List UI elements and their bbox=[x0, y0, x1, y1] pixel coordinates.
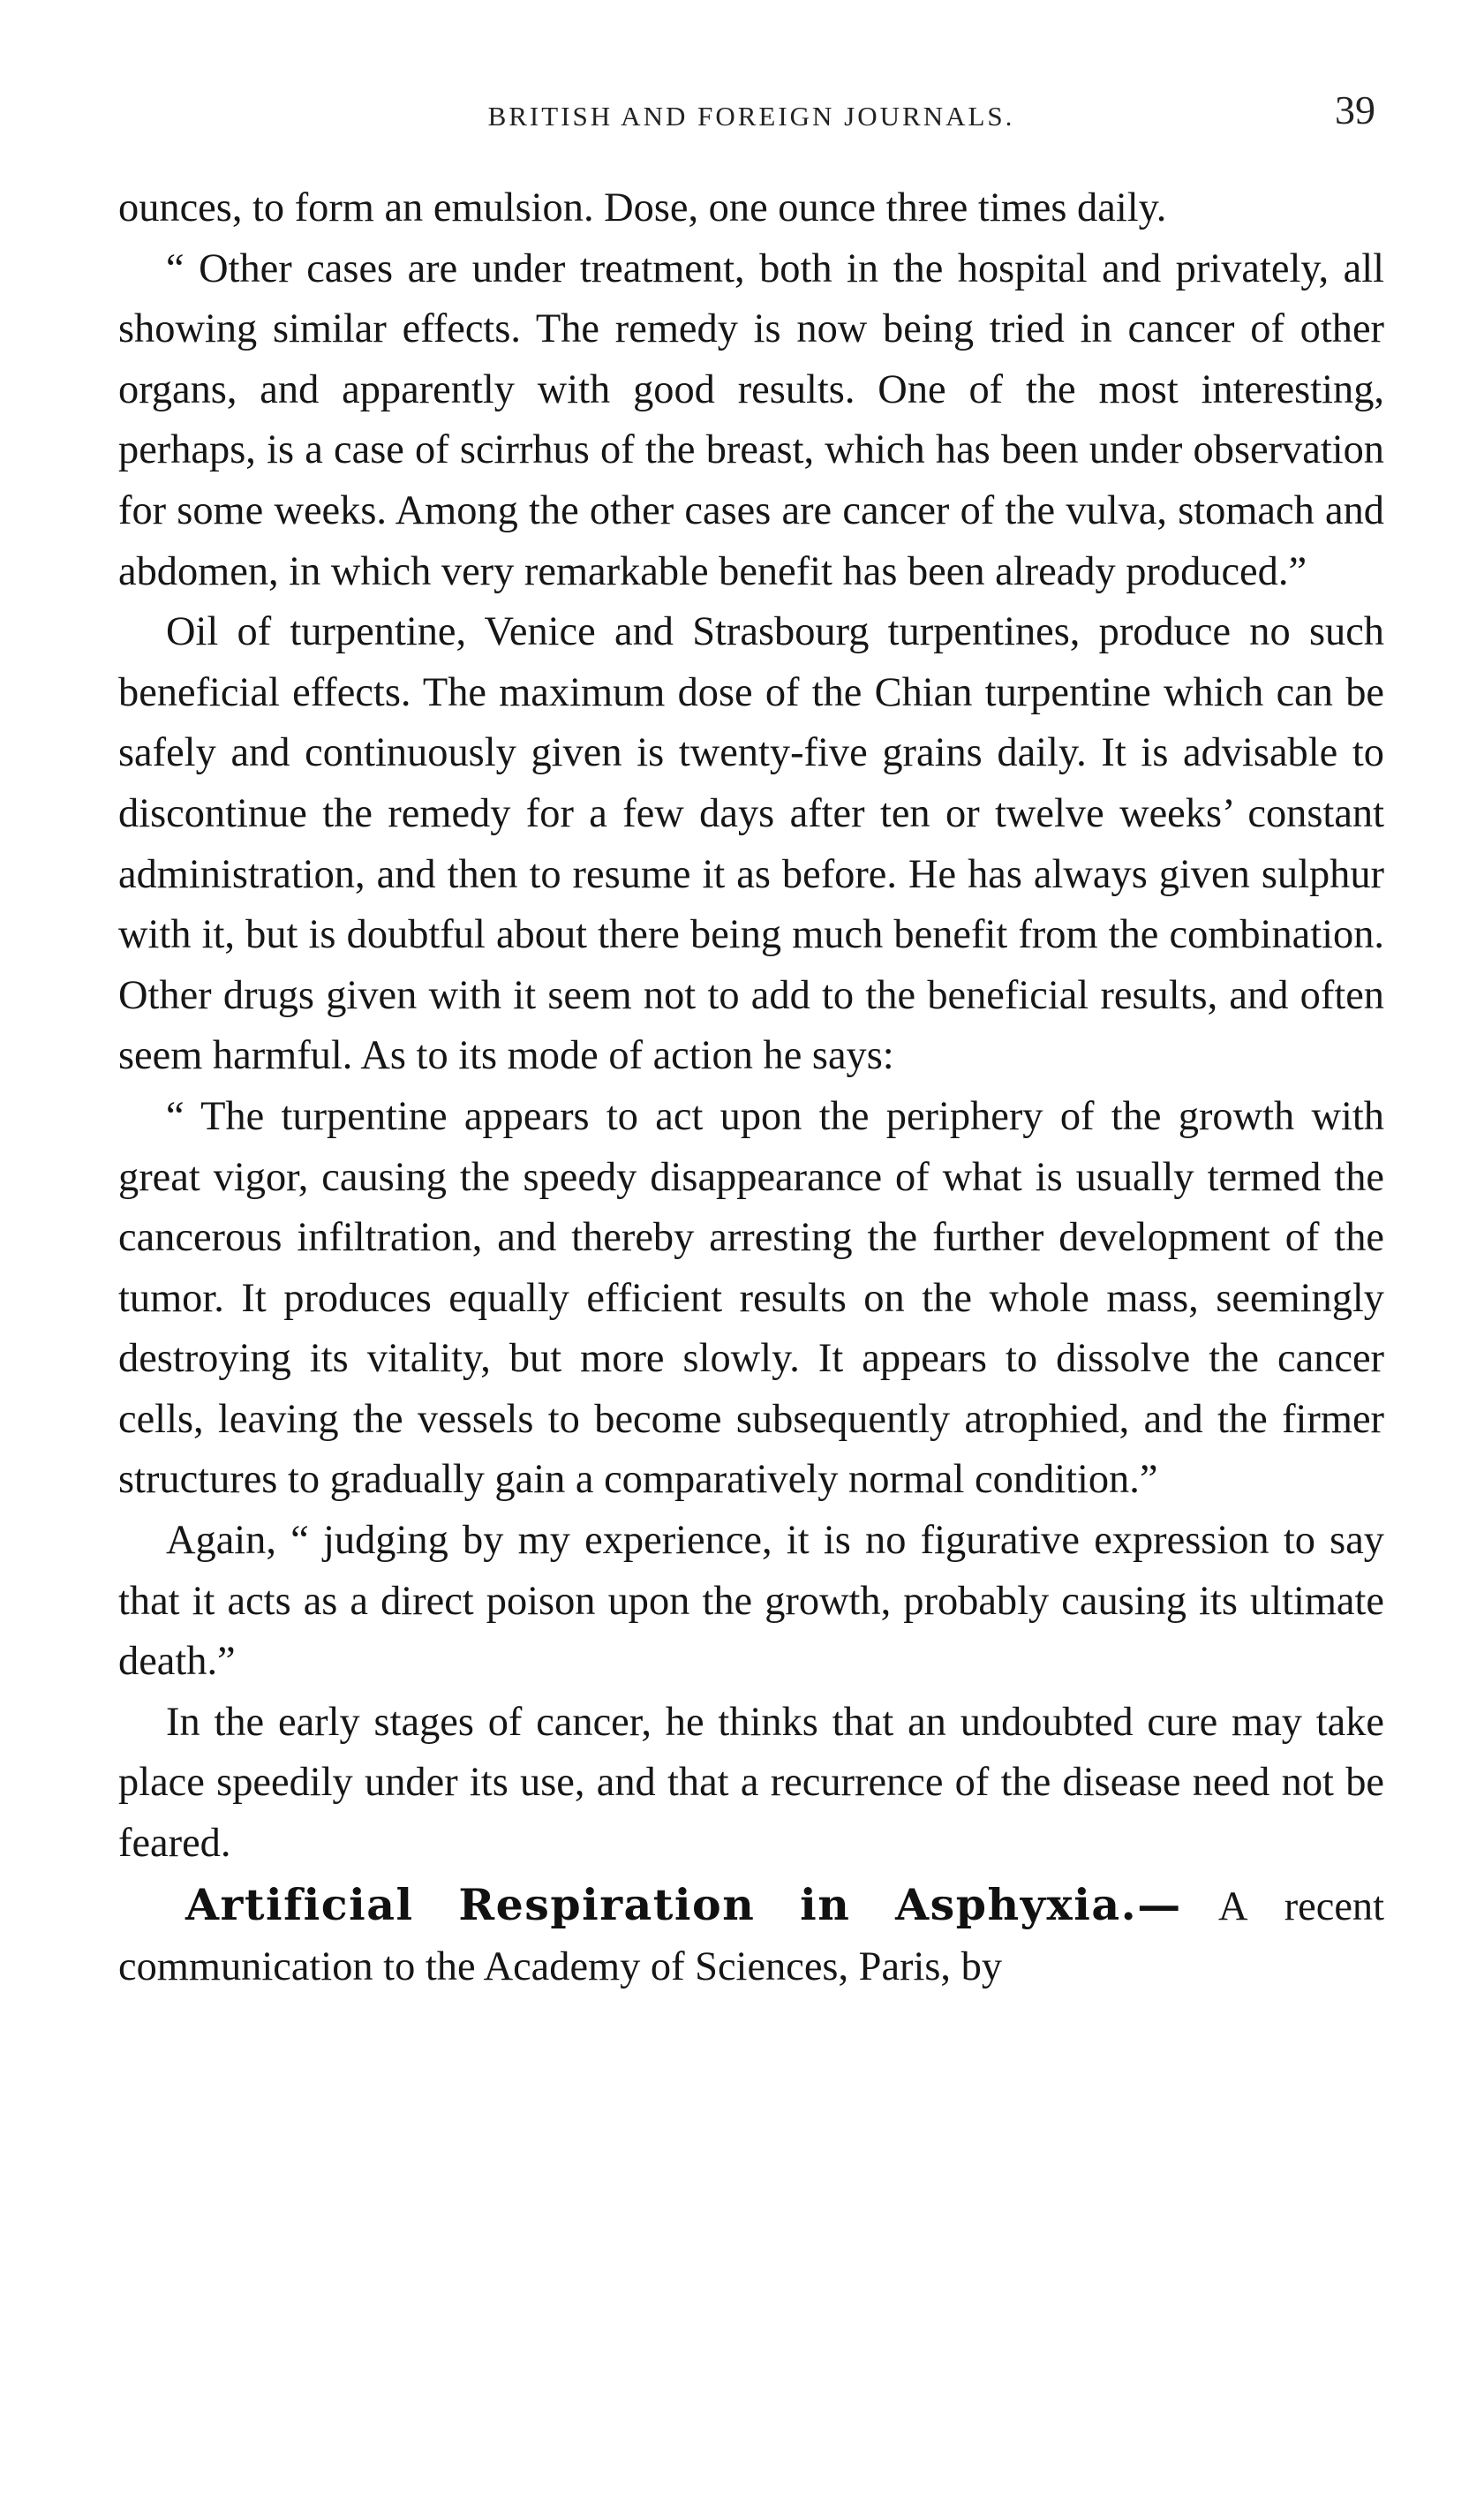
paragraph-emulsion-dose: ounces, to form an emulsion. Dose, one ounce three times daily. bbox=[118, 185, 1167, 230]
paragraph-quoted-mode-of-action: “ The turpentine appears to act upon the periphery of the growth with great vigor, causing the speedy disappearance of what is usually termed the cancerous infiltration, and thereby arresting the further development of the tumor. It produces equally efficient results on the whole mass, seemingly destroying its vitality, but more slowly. It appears to dissolve the cancer cells, leaving the vessels to become subsequently atrophied, and the firmer structures to gradually gain a comparatively normal condition.” bbox=[118, 1093, 1384, 1503]
body-text bbox=[118, 178, 1384, 1998]
paragraph-direct-poison: Again, “ judging by my experience, it is no figurative expression to say that it acts as a direct poison upon the growth, probably causing its ultimate death.” bbox=[118, 1518, 1384, 1685]
running-title: BRITISH AND FOREIGN JOURNALS. bbox=[487, 101, 1015, 132]
section-heading: Artificial Respiration in Asphyxia.— bbox=[185, 1878, 1182, 1930]
journal-page bbox=[118, 85, 1384, 1998]
paragraph-turpentine-dosage: Oil of turpentine, Venice and Strasbourg turpentines, produce no such beneficial effects. The maximum dose of the Chian turpentine which can be safely and continuously given is twenty-five grains daily. It is advisable to discontinue the remedy for a few days after ten or twelve weeks’ constant administration, and then to resume it as before. He has always given sulphur with it, but is doubtful about there being much benefit from the combination. Other drugs given with it seem not to add to the beneficial results, and often seem harmful. As to its mode of action he says: bbox=[118, 609, 1384, 1079]
page-number: 39 bbox=[1335, 87, 1375, 132]
section-text: A recent communication to the Academy of Sciences, Paris, by bbox=[118, 1883, 1384, 1990]
paragraph-early-stages: In the early stages of cancer, he thinks that an undoubted cure may take place speedily under its use, and that a recurrence of the disease need not be feared. bbox=[118, 1699, 1384, 1867]
paragraph-quoted-cases: “ Other cases are under treatment, both in the hospital and privately, all showing similar effects. The remedy is now being tried in cancer of other organs, and apparently with good results. One of the most interesting, perhaps, is a case of scirrhus of the breast, which has been under observation for some weeks. Among the other cases are cancer of the vulva, stomach and abdomen, in which very remarkable benefit has been already produced.” bbox=[118, 245, 1384, 594]
running-head bbox=[118, 85, 1384, 147]
section-artificial-respiration bbox=[118, 1875, 1384, 1998]
